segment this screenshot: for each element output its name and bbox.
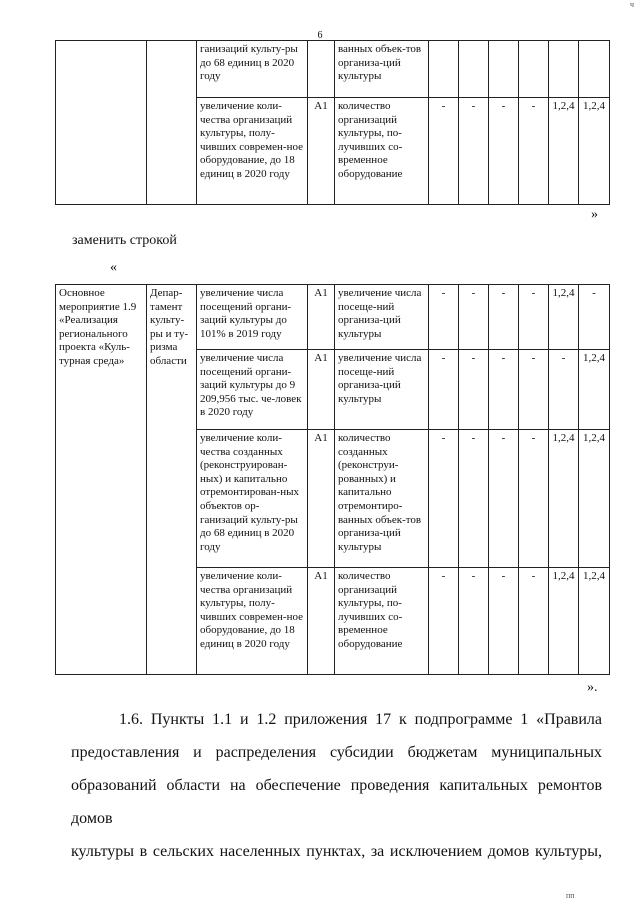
value-cell: - <box>429 430 459 568</box>
value-cell <box>489 41 519 98</box>
value-cell: - <box>519 430 549 568</box>
open-quote: « <box>110 260 117 275</box>
table-row <box>56 41 610 98</box>
code-cell: А1 <box>308 350 335 430</box>
department-cell: Депар-тамент культу-ры и ту-ризма области <box>147 285 197 675</box>
value-cell: - <box>519 285 549 350</box>
value-cell: - <box>429 98 459 205</box>
code-cell: А1 <box>308 568 335 675</box>
code-cell: А1 <box>308 98 335 205</box>
value-cell: - <box>459 430 489 568</box>
measure-cell: ванных объек-тов организа-ций культуры <box>335 41 429 98</box>
table-row <box>56 285 610 350</box>
measure-cell: количество организаций культуры, по-лучивших со-временное оборудование <box>335 568 429 675</box>
indicator-cell: увеличение коли-чества созданных (реконструирован-ных) и капитально отремонтирован-ных объектов ор-ганизаций культу-ры до 68 единиц в 2020 году <box>197 430 308 568</box>
value-cell: - <box>489 285 519 350</box>
code-cell: А1 <box>308 430 335 568</box>
value-cell: - <box>489 430 519 568</box>
measure-cell: количество созданных (реконструи-рованных) и капитально отремонтиро-ванных объек-тов организа-ций культуры <box>335 430 429 568</box>
paragraph-line: культуры в сельских населенных пунктах, за исключением домов культуры, <box>71 843 602 860</box>
value-cell: - <box>429 350 459 430</box>
code-cell: А1 <box>308 285 335 350</box>
value-cell: - <box>549 350 579 430</box>
value-cell: - <box>519 568 549 675</box>
value-cell: - <box>489 98 519 205</box>
value-cell: 1,2,4 <box>549 430 579 568</box>
value-cell: - <box>429 568 459 675</box>
corner-mark-bottom: пп <box>566 891 575 900</box>
event-cell: Основное мероприятие 1.9 «Реализация регионального проекта «Куль-турная среда» <box>56 285 147 675</box>
value-cell <box>549 41 579 98</box>
paragraph-1-6 <box>71 703 602 868</box>
indicator-cell: увеличение числа посещений органи-заций культуры до 101% в 2019 году <box>197 285 308 350</box>
replacement-table <box>55 284 610 675</box>
indicator-cell: ганизаций культу-ры до 68 единиц в 2020 году <box>197 41 308 98</box>
value-cell: - <box>579 285 610 350</box>
code-cell <box>308 41 335 98</box>
replace-with-row-text: заменить строкой <box>72 233 177 248</box>
paragraph-line: 1.6. Пункты 1.1 и 1.2 приложения 17 к подпрограмме 1 «Правила <box>119 711 602 728</box>
value-cell: 1,2,4 <box>579 430 610 568</box>
value-cell: 1,2,4 <box>549 285 579 350</box>
indicator-cell: увеличение коли-чества организаций культуры, полу-чивших современ-ное оборудование, до 18 единиц в 2020 году <box>197 98 308 205</box>
value-cell: - <box>459 285 489 350</box>
paragraph-line: предоставления и распределения субсидии бюджетам муниципальных <box>71 744 602 761</box>
close-quote-top: » <box>591 207 598 222</box>
page-number: 6 <box>317 30 323 41</box>
department-cell <box>147 41 197 205</box>
measure-cell: количество организаций культуры, по-лучивших со-временное оборудование <box>335 98 429 205</box>
value-cell: 1,2,4 <box>549 98 579 205</box>
value-cell: 1,2,4 <box>579 568 610 675</box>
value-cell <box>459 41 489 98</box>
corner-mark-top: ч <box>629 0 634 9</box>
value-cell <box>429 41 459 98</box>
value-cell: - <box>459 350 489 430</box>
value-cell: - <box>429 285 459 350</box>
paragraph-line: образований области на обеспечение проведения капитальных ремонтов домов <box>71 777 602 827</box>
value-cell: - <box>459 568 489 675</box>
value-cell <box>519 41 549 98</box>
value-cell: - <box>519 350 549 430</box>
value-cell: 1,2,4 <box>549 568 579 675</box>
indicator-cell: увеличение коли-чества организаций культуры, полу-чивших современ-ное оборудование, до 18 единиц в 2020 году <box>197 568 308 675</box>
value-cell: - <box>459 98 489 205</box>
value-cell: 1,2,4 <box>579 98 610 205</box>
value-cell: 1,2,4 <box>579 350 610 430</box>
close-quote-bottom: ». <box>587 680 598 695</box>
value-cell <box>579 41 610 98</box>
event-cell <box>56 41 147 205</box>
measure-cell: увеличение числа посеще-ний организа-ций культуры <box>335 350 429 430</box>
value-cell: - <box>519 98 549 205</box>
value-cell: - <box>489 350 519 430</box>
top-table <box>55 40 610 205</box>
measure-cell: увеличение числа посеще-ний организа-ций культуры <box>335 285 429 350</box>
indicator-cell: увеличение числа посещений органи-заций культуры до 9 209,956 тыс. че-ловек в 2020 году <box>197 350 308 430</box>
value-cell: - <box>489 568 519 675</box>
